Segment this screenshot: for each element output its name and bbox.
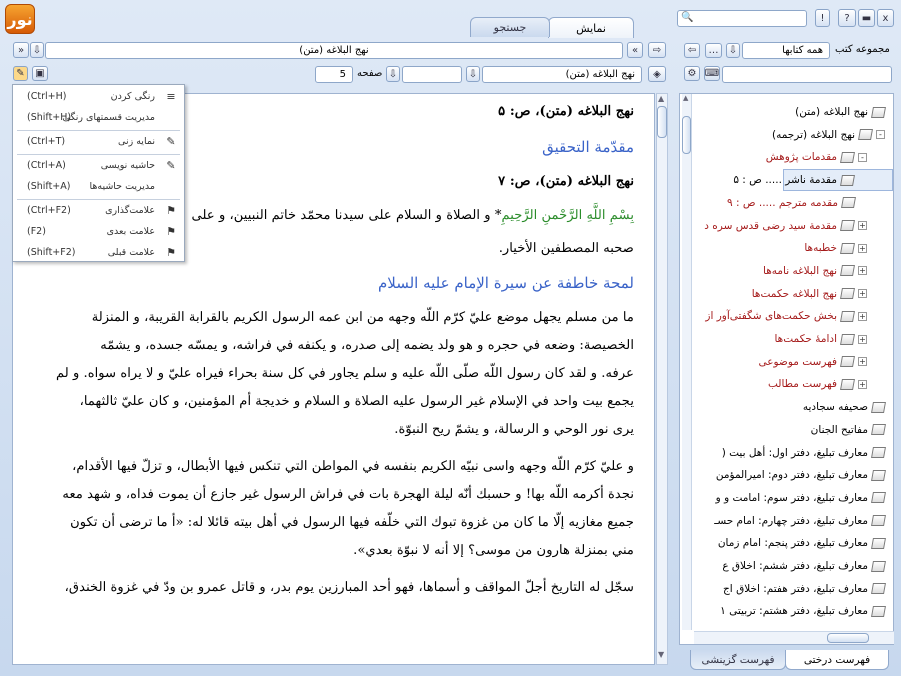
tree-hscroll-thumb[interactable] — [827, 633, 869, 643]
paragraph-line: ما من مسلم يجهل موضع عليّ كرّم اللّه وجهه من ابن عمه الرسول الكريم بالقرابة القريبة، و المنزلة — [91, 310, 634, 325]
menu-item-manage-notes[interactable]: مدیریت حاشیه‌ها (Shift+A) — [27, 181, 155, 192]
scroll-up-icon[interactable]: ▲ — [658, 94, 665, 103]
tree-item-label: مقدمة ناشر ..... ص : ۵ — [733, 174, 837, 187]
more-options-button[interactable]: … — [705, 43, 722, 58]
tree-item[interactable] — [679, 237, 893, 259]
tree-item[interactable] — [679, 305, 893, 327]
expand-icon[interactable]: + — [859, 266, 866, 276]
tree-item[interactable] — [679, 192, 893, 214]
scroll-down-icon[interactable]: ▼ — [658, 650, 665, 659]
book-icon — [871, 515, 886, 526]
tree-item-label: معارف تبلیغ، دفتر چهارم: امام حسـ — [714, 514, 868, 527]
page-select[interactable] — [402, 66, 462, 83]
book-tree-panel — [679, 93, 894, 645]
book-icon — [871, 561, 886, 572]
tab-search[interactable]: جستجو — [470, 17, 550, 37]
book-icon — [840, 220, 855, 231]
menu-item-prev-bookmark[interactable]: ⚑ علامت قبلی (Shift+F2) — [13, 242, 184, 263]
tree-item[interactable] — [679, 532, 893, 554]
expand-icon[interactable]: + — [859, 379, 866, 389]
page-reference: نهج البلاغه (متن)، ص: ۷ — [498, 174, 634, 189]
tree-item[interactable] — [679, 101, 893, 123]
tree-item-label: خطبه‌ها — [804, 242, 837, 255]
search-icon[interactable]: 🔍 — [681, 12, 694, 23]
expand-icon[interactable]: + — [859, 357, 866, 367]
menu-item-highlight[interactable]: ≡ رنگی کردن (Ctrl+H) — [13, 86, 184, 107]
note-icon: ✎ — [166, 159, 176, 172]
paragraph-line: و عليّ كرّم اللّه وجهه واسى نبيّه الكريم بنفسه في المواطن التي تنكس فيها الأبطال، و تزلّ فيها الأقدام، — [72, 459, 634, 474]
book-icon — [840, 175, 855, 186]
tree-item[interactable] — [679, 373, 893, 395]
tree-item-label: مقدمات پژوهش — [765, 151, 837, 164]
tools-context-menu — [12, 84, 185, 262]
text-line: صحبه المصطفين الأخيار. — [498, 241, 634, 256]
tree-item[interactable] — [679, 146, 893, 168]
tree-item[interactable] — [679, 215, 893, 237]
book-icon — [840, 356, 855, 367]
history-forward-button[interactable]: « — [627, 42, 643, 58]
back-dropdown-button[interactable]: ⇩ — [30, 42, 44, 58]
book-icon — [871, 424, 886, 435]
tree-item-label: نهج البلاغه حکمت‌ها — [751, 287, 837, 300]
group-dropdown-icon[interactable]: ⇩ — [726, 43, 740, 58]
tree-item[interactable] — [679, 124, 893, 146]
page-dropdown-icon[interactable]: ⇩ — [386, 66, 400, 82]
book-icon — [858, 129, 873, 140]
expand-icon[interactable]: + — [859, 334, 866, 344]
paragraph-line: سجّل له التاريخ أجلّ المواقف و أسماها، فهو أحد المبارزين يوم بدر، و قاتل عمرو بن ودّ في غزوة الخندق، — [64, 580, 634, 595]
tree-item[interactable] — [733, 169, 893, 191]
paragraph-line: يجمع بيت واحد في الإسلام غير الرسول عليه الصلاة و السلام و خديجة أم المؤمنين، و كان عليّ ثالثهما، — [79, 394, 634, 409]
menu-item-bookmark[interactable]: ⚑ علامت‌گذاری (Ctrl+F2) — [13, 200, 184, 221]
tree-item[interactable] — [679, 487, 893, 509]
keyboard-icon[interactable]: ⌨ — [704, 68, 720, 79]
app-logo[interactable]: نور — [5, 4, 35, 34]
tab-tree-index[interactable]: فهرست درختی — [785, 650, 889, 670]
book-icon — [840, 152, 855, 163]
tree-item[interactable] — [679, 283, 893, 305]
tree-item-label: معارف تبلیغ، دفتر سوم: امامت و و — [715, 491, 868, 504]
tree-filter-input[interactable] — [722, 66, 892, 83]
tree-item-label: معارف تبلیغ، دفتر دوم: امیرالمؤمن — [715, 469, 868, 482]
tree-item[interactable] — [679, 464, 893, 486]
tab-selective-index[interactable]: فهرست گزینشی — [690, 650, 786, 670]
menu-item-manage-highlights[interactable]: مدیریت قسمتهای رنگی (Shift+H) — [27, 112, 155, 123]
settings-icon[interactable]: ⚙ — [684, 66, 700, 81]
section-heading: لمحة خاطفة عن سيرة الإمام عليه السلام — [377, 274, 634, 292]
tree-item[interactable] — [679, 260, 893, 282]
paragraph-line: عرفه. و لقد كان رسول اللّه صلّى اللّه عليه و سلم يجاور في كل سنة بحراء فيراه عليّ و لا يراه سواه. و لم — [55, 366, 634, 381]
tree-item-label: صحیفه سجادیه — [802, 401, 868, 414]
expand-icon[interactable]: + — [859, 289, 866, 299]
tools-menu-button[interactable]: ✎ — [13, 66, 28, 81]
menu-item-indexing[interactable]: ✎ نمایه زنی (Ctrl+T) — [13, 131, 184, 152]
paragraph-line: مني بمنزلة هارون من موسى؟ إلا أنه لا نبوّة بعدي». — [353, 543, 634, 558]
paragraph-line: يرى نور الوحي و الرسالة، و يشمّ ريح النبوّة. — [394, 422, 634, 437]
page-reference: نهج البلاغه (متن)، ص: ۵ — [498, 104, 634, 119]
close-button[interactable]: x — [877, 9, 894, 27]
collapse-icon[interactable]: - — [876, 130, 885, 139]
tree-item-label: ادامهٔ حکمت‌ها — [774, 333, 837, 345]
tree-item[interactable] — [679, 578, 893, 600]
book-icon — [841, 197, 856, 208]
tree-item-label: معارف تبلیغ، دفتر ششم: اخلاق ع — [722, 560, 868, 572]
tree-item-label: بخش حکمت‌های شگفتی‌آور از — [705, 310, 837, 323]
tree-item-label: معارف تبلیغ، دفتر هفتم: اخلاق اج — [723, 582, 868, 595]
tree-item[interactable] — [679, 419, 893, 441]
section-heading: مقدّمة التحقيق — [542, 138, 634, 156]
minimize-button[interactable]: ▬ — [858, 9, 875, 27]
book-icon — [871, 402, 886, 413]
book-icon — [840, 379, 855, 390]
book-select[interactable]: نهج البلاغه (متن) — [482, 66, 642, 83]
book-icon — [871, 492, 886, 503]
history-back-button[interactable]: » — [13, 42, 29, 58]
tree-item[interactable] — [679, 351, 893, 373]
index-icon: ✎ — [166, 135, 176, 148]
view-toggle-icon[interactable]: ▣ — [32, 66, 48, 81]
tree-item-label: نهج البلاغه نامه‌ها — [763, 264, 837, 277]
book-icon — [871, 447, 886, 458]
text-line: * و الصلاة و السلام على سيدنا محمّد خاتم النبيين، و على — [191, 208, 502, 223]
tree-item[interactable] — [679, 328, 893, 350]
tree-item-label: نهج البلاغه (ترجمه) — [772, 128, 855, 141]
tree-hscrollbar[interactable] — [694, 631, 894, 644]
page-label: صفحه — [357, 68, 383, 79]
book-icon — [871, 606, 886, 617]
paragraph-line: جميع مغازيه إلّا ما كان من غزوة تبوك التي خلّفه فيها الرسول في أهل بيته قائلا له: «أ ما ترضى أن تكون — [70, 515, 634, 530]
tree-scroll-thumb[interactable] — [682, 116, 691, 154]
alert-button[interactable]: ! — [815, 9, 830, 27]
page-number-input[interactable]: 5 — [315, 66, 353, 83]
book-icon — [840, 265, 855, 276]
tree-item[interactable] — [679, 555, 893, 577]
help-button[interactable]: ? — [838, 9, 856, 27]
tree-item-label: معارف تبلیغ، دفتر هشتم: تربیتی ۱ — [720, 605, 868, 618]
paragraph-line: نجدة أكرمه اللّه بها! و حسبك أنّه ليلة الهجرة بات في فراش الرسول غير جازع أن يموت فداه، و شهد معه — [62, 487, 634, 502]
tree-item[interactable] — [679, 396, 893, 418]
paragraph-line: الخصيصة: وضعه في حجره و هو ولد يضمه إلى صدره، و يكنفه في فراشه، و يمسّه جسده، و يشمّه — [100, 338, 634, 353]
book-icon — [840, 288, 855, 299]
tree-item[interactable] — [679, 600, 893, 622]
book-title-field[interactable]: نهج البلاغه (متن) — [45, 42, 623, 59]
tree-item[interactable] — [679, 442, 893, 464]
next-bookmark-icon: ⚑ — [166, 225, 176, 238]
book-icon — [871, 107, 886, 118]
expand-icon[interactable]: + — [859, 243, 866, 253]
expand-icon[interactable]: + — [859, 221, 866, 230]
tree-item-label: مقدمة سید رضی قدس سره د — [704, 219, 837, 232]
menu-item-next-bookmark[interactable]: ⚑ علامت بعدی (F2) — [13, 221, 184, 242]
book-icon — [840, 334, 855, 345]
highlight-icon: ≡ — [166, 90, 176, 103]
tree-item-label: مقدمه مترجم ..... ص : ۹ — [726, 196, 838, 209]
book-icon — [871, 470, 886, 481]
book-group-select[interactable]: همه کتابها — [742, 42, 830, 59]
nav-back-icon[interactable]: ⇦ — [684, 43, 700, 58]
tag-icon[interactable]: ◈ — [648, 66, 666, 82]
tree-item-label: معارف تبلیغ، دفتر پنجم: امام زمان — [717, 537, 868, 550]
book-icon — [871, 583, 886, 594]
tab-display[interactable]: نمایش — [548, 17, 634, 38]
expand-icon[interactable]: + — [859, 311, 866, 321]
book-dropdown-icon[interactable]: ⇩ — [466, 66, 480, 82]
book-group-label: مجموعه کتب — [835, 44, 890, 55]
tree-item-label: فهرست مطالب — [767, 378, 837, 391]
tree-item-label: فهرست موضوعی — [758, 355, 837, 368]
tree-item-label: معارف تبلیغ، دفتر اول: أهل بیت ( — [721, 446, 868, 459]
tree-item-label: نهج البلاغه (متن) — [795, 106, 868, 118]
scroll-thumb[interactable] — [657, 106, 667, 138]
tree-scrollbar[interactable] — [682, 94, 692, 630]
prev-bookmark-icon: ⚑ — [166, 246, 176, 259]
bookmark-icon: ⚑ — [166, 204, 176, 217]
quick-search-input[interactable] — [677, 10, 807, 27]
book-icon — [871, 538, 886, 549]
menu-item-annotate[interactable]: ✎ حاشیه نویسی (Ctrl+A) — [13, 155, 184, 176]
basmala: بِسْمِ اللَّهِ الرَّحْمنِ الرَّحِيمِ — [501, 208, 634, 223]
book-icon — [840, 243, 855, 254]
tree-scroll-up-icon[interactable]: ▲ — [683, 94, 689, 102]
collapse-icon[interactable]: - — [858, 153, 867, 162]
content-scrollbar[interactable] — [656, 93, 668, 665]
forward-arrow-icon[interactable]: ⇨ — [648, 42, 666, 58]
book-icon — [840, 311, 855, 322]
tree-item-label: مفاتیح الجنان — [810, 423, 868, 436]
tree-item[interactable] — [679, 510, 893, 532]
